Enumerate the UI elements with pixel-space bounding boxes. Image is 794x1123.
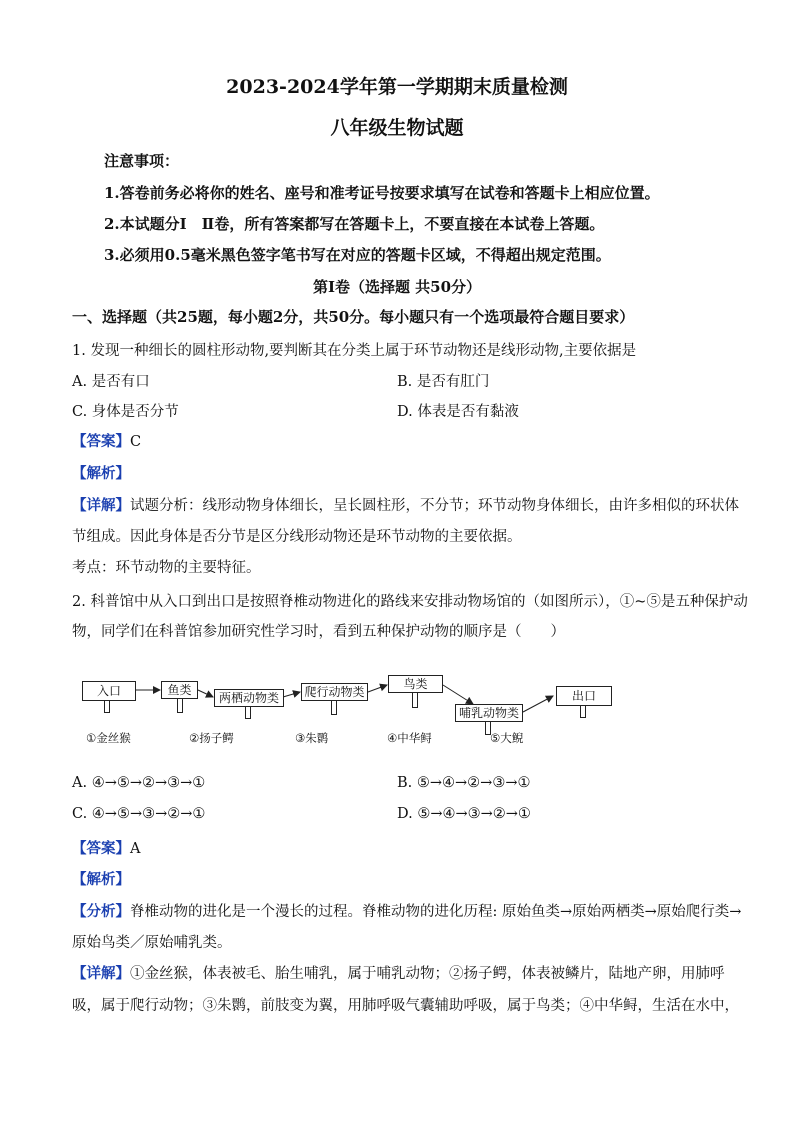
q2-option-c: C. ④→⑤→③→②→① [72,806,206,822]
answer-value: A [130,841,141,857]
q1-kaodian: 考点：环节动物的主要特征。 [72,560,261,576]
caption-sturgeon: ④中华鲟 [387,731,432,745]
sign-reptiles: 爬行动物类 [301,683,368,701]
q2-fenxi-line-2: 原始鸟类／原始哺乳类。 [72,935,232,951]
sign-post [245,707,251,719]
sign-amphibians: 两栖动物类 [214,689,284,707]
q2-fenxi-line-1 [72,900,741,921]
notice-item-1: 1.答卷前务必将你的姓名、座号和准考证号按要求填写在试卷和答题卡上相应位置。 [104,184,660,202]
q1-stem: 1. 发现一种细长的圆柱形动物,要判断其在分类上属于环节动物还是线形动物,主要依据是 [72,343,637,359]
q2-detail-line-2: 吸，属于爬行动物；③朱鹮，前肢变为翼，用肺呼吸气囊辅助呼吸，属于鸟类；④中华鲟，生活在水中， [72,998,739,1014]
q2-stem-line-2: 物，同学们在科普馆参加研究性学习时，看到五种保护动物的顺序是（ ） [72,624,565,640]
caption-golden-monkey: ①金丝猴 [86,731,131,745]
detail-tag: 【详解】 [72,497,130,514]
section-heading: 一、选择题（共25题，每小题2分，共50分。每小题只有一个选项最符合题目要求） [72,308,635,326]
q1-analysis-tag: 【解析】 [72,465,130,482]
sign-post [412,693,418,708]
notice-item-3: 3.必须用0.5毫米黑色签字笔书写在对应的答题卡区域，不得超出规定范围。 [104,246,611,264]
answer-tag: 【答案】 [72,840,130,857]
q2-option-a: A. ④→⑤→②→③→① [72,775,206,791]
fenxi-tag: 【分析】 [72,903,130,920]
arrow-3 [283,692,300,697]
q1-option-a: A. 是否有口 [72,374,150,390]
part1-heading: 第Ⅰ卷（选择题 共50分） [312,278,482,296]
sign-post [177,699,183,713]
sign-mammals: 哺乳动物类 [455,704,523,722]
exam-title: 2023-2024学年第一学期期末质量检测 [226,76,568,98]
notice-heading: 注意事项： [104,152,180,170]
q2-detail-line-1 [72,962,725,983]
answer-value: C [130,434,142,450]
answer-tag: 【答案】 [72,433,130,450]
q2-answer [72,837,140,858]
sign-exit: 出口 [556,686,612,706]
q2-analysis-tag: 【解析】 [72,871,130,888]
detail-text: ①金丝猴，体表被毛、胎生哺乳，属于哺乳动物；②扬子鳄，体表被鳞片，陆地产卵，用肺呼 [130,966,725,982]
arrow-5 [443,685,473,704]
sign-fish: 鱼类 [161,681,198,699]
q2-option-d: D. ⑤→④→③→②→① [397,806,531,822]
sign-post [331,701,337,715]
detail-text: 试题分析：线形动物身体细长，呈长圆柱形，不分节；环节动物身体细长，由许多相似的环状体 [130,498,739,514]
q2-option-b: B. ⑤→④→②→③→① [397,775,531,791]
caption-giant-salamander: ⑤大鲵 [490,731,524,745]
arrow-6 [523,696,553,712]
detail-tag: 【详解】 [72,965,130,982]
exam-subtitle: 八年级生物试题 [330,117,464,139]
q1-detail-line-2: 节组成。因此身体是否分节是区分线形动物还是环节动物的主要依据。 [72,529,522,545]
q1-option-d: D. 体表是否有黏液 [397,404,519,420]
sign-post [580,706,586,718]
q2-stem-line-1: 2. 科普馆中从入口到出口是按照脊椎动物进化的路线来安排动物场馆的（如图所示），①~⑤是五种保护动 [72,594,748,610]
arrow-4 [368,685,387,692]
caption-crested-ibis: ③朱鹮 [295,731,329,745]
sign-entrance: 入口 [82,681,136,701]
fenxi-text: 脊椎动物的进化是一个漫长的过程。脊椎动物的进化历程: 原始鱼类→原始两栖类→原始爬行类→ [130,904,742,920]
sign-birds: 鸟类 [388,675,443,693]
arrow-2 [198,690,213,697]
caption-alligator: ②扬子鳄 [189,731,234,745]
q1-option-c: C. 身体是否分节 [72,404,179,420]
notice-item-2: 2.本试题分Ⅰ Ⅱ卷，所有答案都写在答题卡上，不要直接在本试卷上答题。 [104,215,605,233]
q1-option-b: B. 是否有肛门 [397,374,490,390]
sign-post [104,701,110,713]
